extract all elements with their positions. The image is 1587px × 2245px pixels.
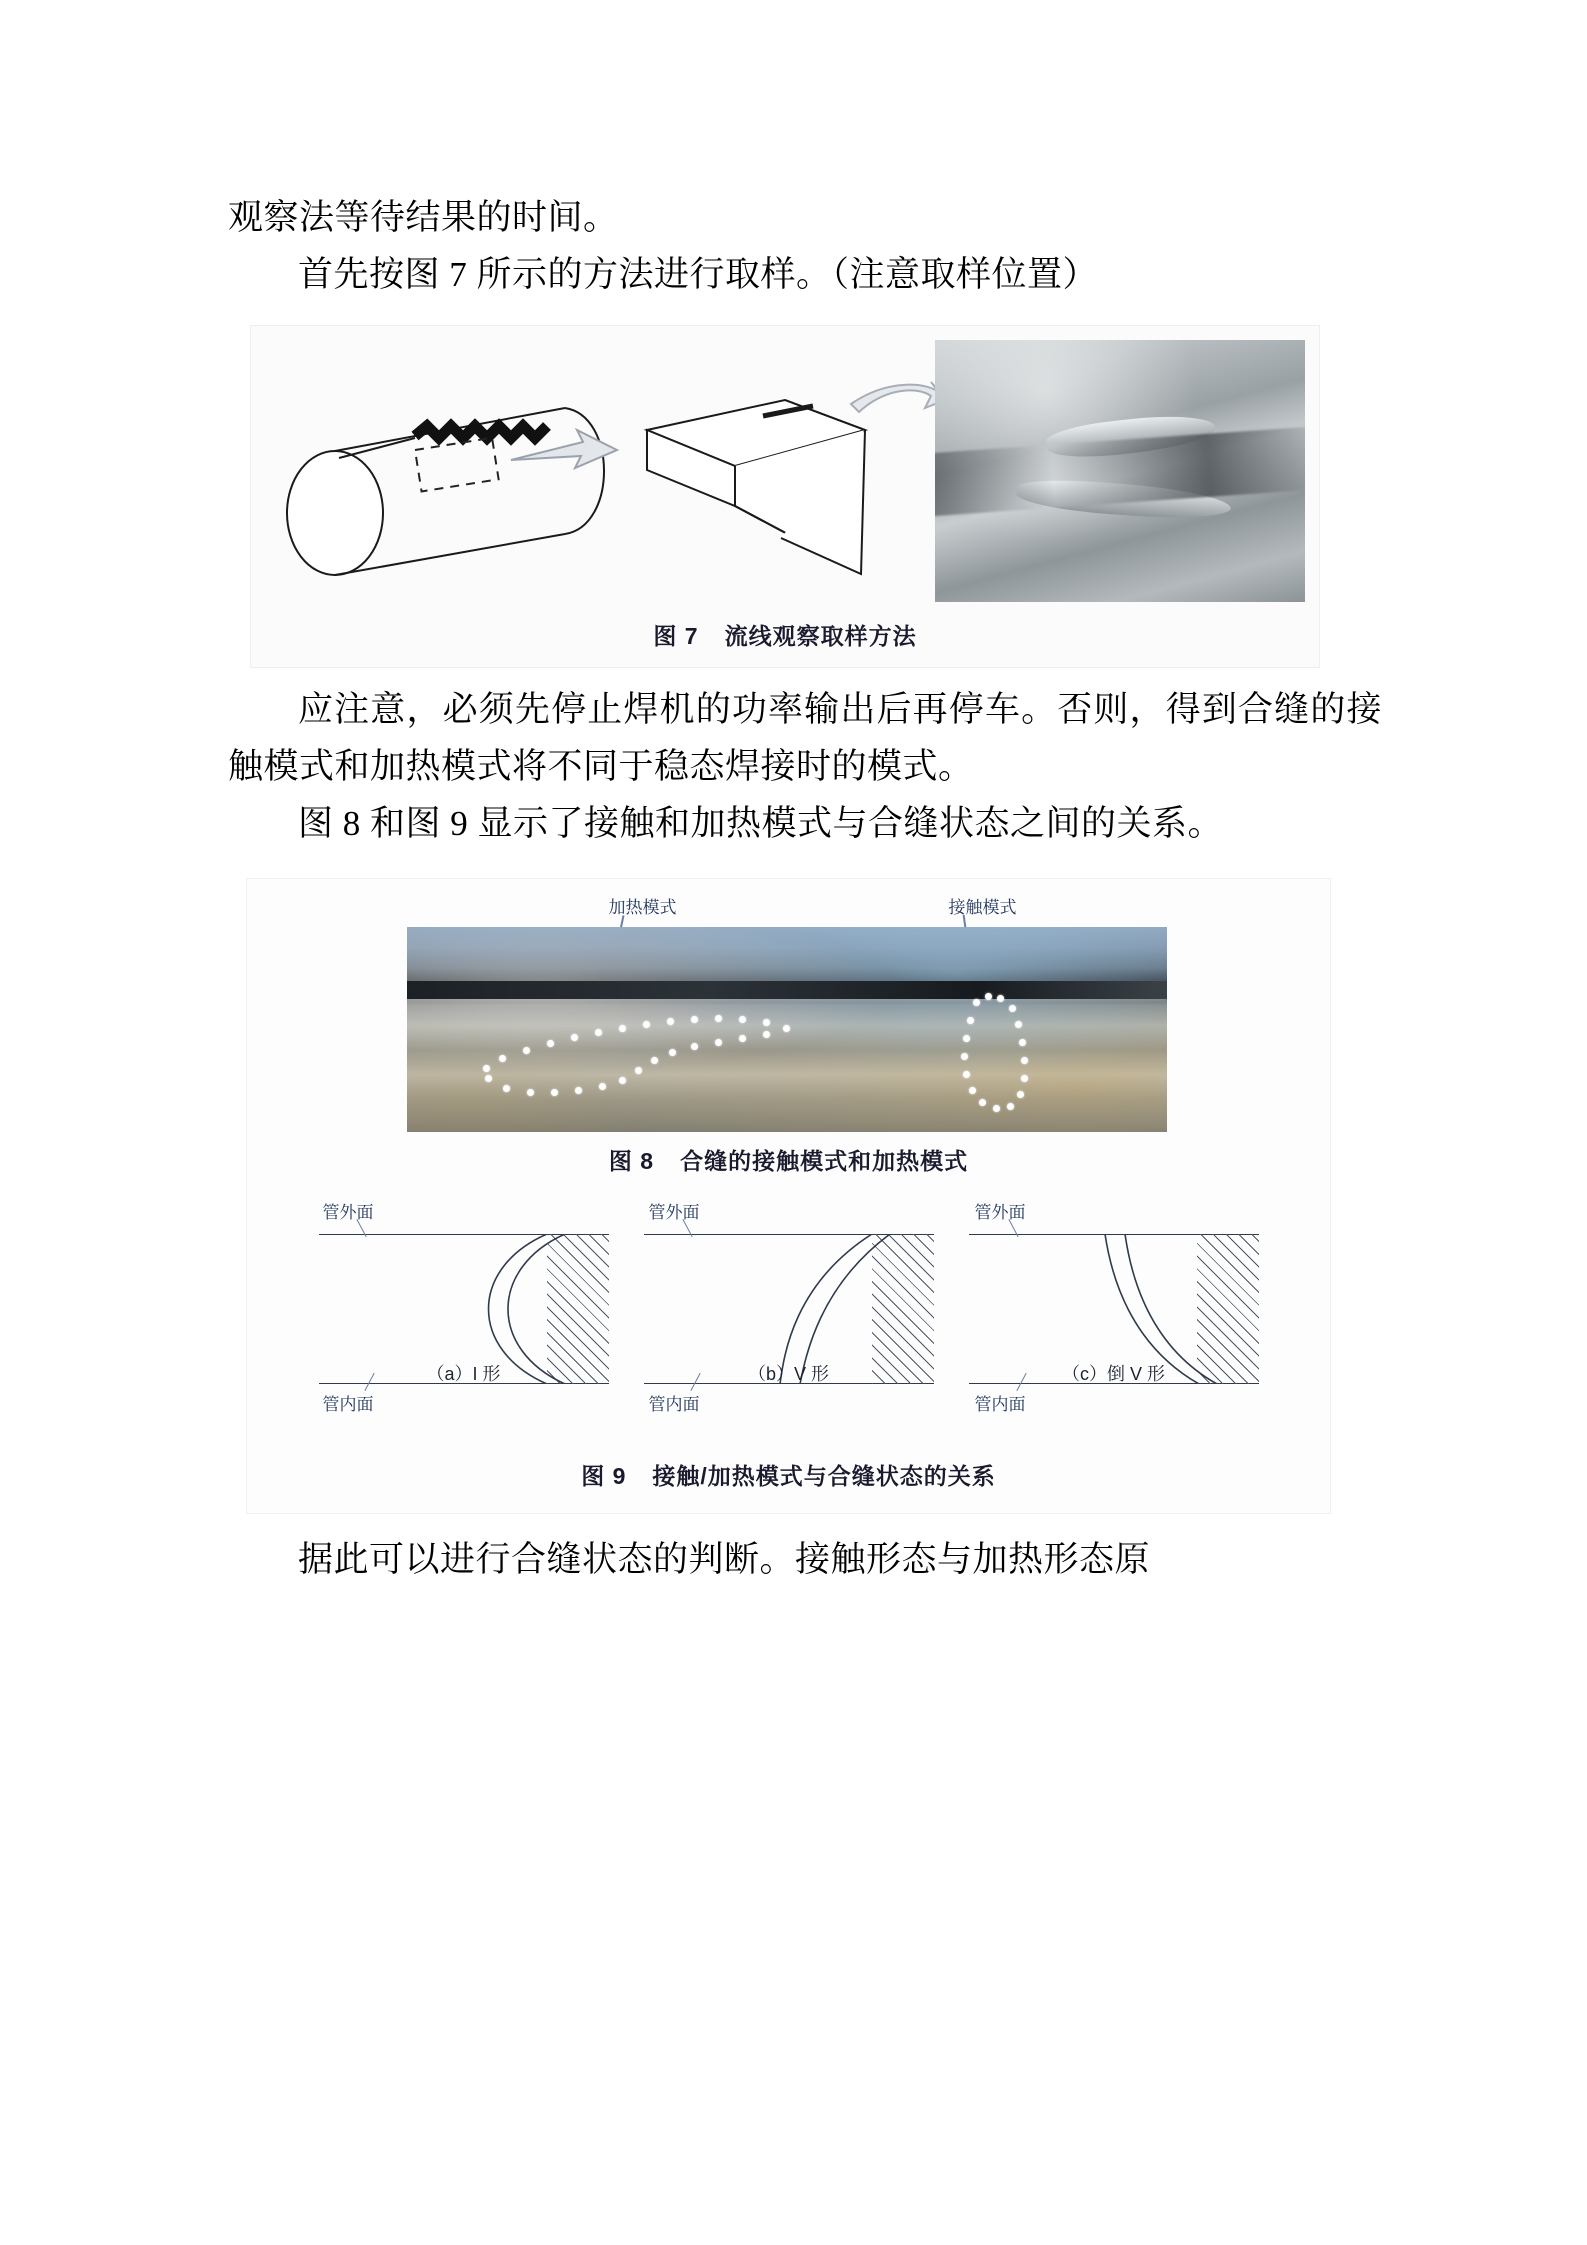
panel-b-label-outer: 管外面 <box>648 1203 700 1223</box>
panel-b-label-inner: 管内面 <box>648 1395 700 1415</box>
paragraph-5: 据此可以进行合缝状态的判断。接触形态与加热形态原 <box>298 1540 1151 1580</box>
figure-7-caption <box>251 618 1319 651</box>
weld-seam-macro-photo <box>407 927 1167 1132</box>
panel-a-label-inner: 管内面 <box>322 1395 374 1415</box>
figure-8-caption <box>247 1143 1330 1176</box>
photo-burr-upper <box>1045 409 1218 464</box>
figure-7-caption-number: 图 7 <box>653 623 699 650</box>
panel-b-label: （b）V 形 <box>747 1364 830 1385</box>
figure-7-graphic <box>265 338 1305 608</box>
figure-8-caption-number: 图 8 <box>608 1148 655 1175</box>
figure-9-caption <box>247 1458 1330 1491</box>
figure-9-panel-a <box>319 1234 609 1384</box>
label-contact-mode: 接触模式 <box>948 898 1017 918</box>
figure-8-caption-text: 合缝的接触模式和加热模式 <box>680 1148 969 1175</box>
figure-9-graphic <box>289 1192 1289 1442</box>
photo-burr-lower <box>1016 477 1232 523</box>
figure-9-caption-number: 图 9 <box>581 1463 627 1490</box>
figure-8-and-9 <box>246 878 1331 1514</box>
paragraph-3: 应注意，必须先停止焊机的功率输出后再停车。否则，得到合缝的接触模式和加热模式将不同于稳态焊接时的模式。 <box>228 690 1382 787</box>
figure-7-caption-text: 流线观察取样方法 <box>724 623 917 650</box>
label-heating-mode: 加热模式 <box>608 898 677 918</box>
panel-c-label-inner: 管内面 <box>974 1395 1026 1415</box>
seam-fracture-photo <box>935 340 1305 602</box>
panel-c-label-outer: 管外面 <box>974 1203 1026 1223</box>
figure-9-panel-b <box>644 1234 934 1384</box>
figure-9-panel-c <box>969 1234 1259 1384</box>
paragraph-1: 观察法等待结果的时间。 <box>228 198 619 237</box>
paragraph-4: 图 8 和图 9 显示了接触和加热模式与合缝状态之间的关系。 <box>298 803 1224 843</box>
figure-7 <box>250 325 1320 668</box>
figure-9-caption-text: 接触/加热模式与合缝状态的关系 <box>652 1463 996 1490</box>
paragraph-2: 首先按图 7 所示的方法进行取样。（注意取样位置） <box>298 254 1099 294</box>
figure-8-graphic <box>289 893 1289 1133</box>
panel-c-label: （c）倒 V 形 <box>1061 1364 1165 1385</box>
panel-a-label: （a）I 形 <box>426 1364 501 1385</box>
photo-seam-gap <box>407 981 1167 999</box>
panel-a-label-outer: 管外面 <box>322 1203 374 1223</box>
pipe-sampling-line-art <box>265 338 945 608</box>
